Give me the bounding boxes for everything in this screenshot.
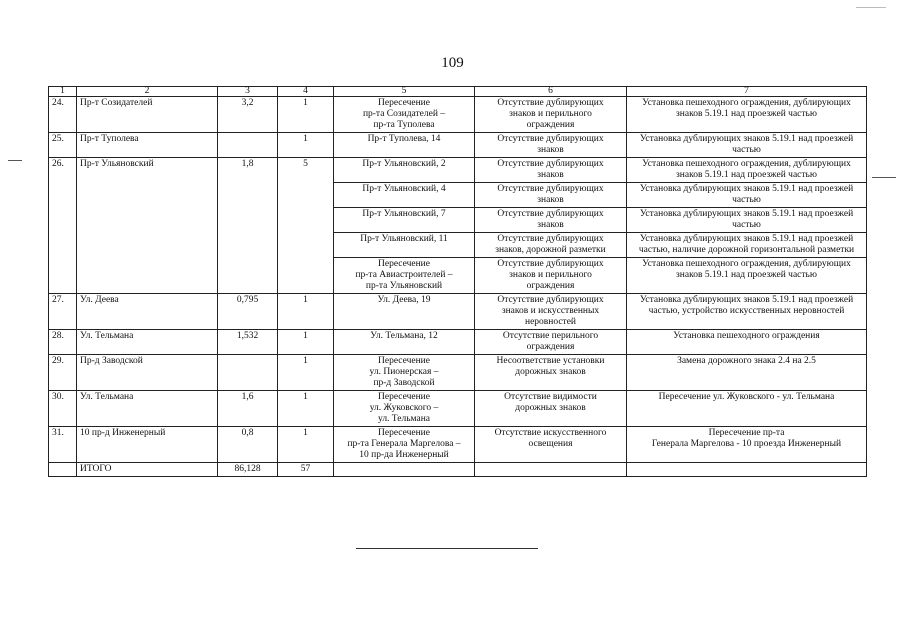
table-row — [49, 294, 867, 330]
measure-cell: Установка дублирующих знаков 5.19.1 над проезжей частью — [627, 133, 867, 158]
column-number: 3 — [218, 87, 278, 97]
street-cell: Пр-т Ульяновский — [77, 158, 218, 294]
problem-cell: Отсутствие дублирующих знаков и искусственных неровностей — [475, 294, 627, 330]
location-cell: Пересечение ул. Пионерская – пр-д Заводской — [334, 355, 475, 391]
row-number-cell: 26. — [49, 158, 77, 294]
column-number: 6 — [475, 87, 627, 97]
page-number: 109 — [441, 55, 464, 71]
scan-mark — [856, 7, 886, 8]
length-cell: 1,6 — [218, 391, 278, 427]
problem-cell: Несоответствие установки дорожных знаков — [475, 355, 627, 391]
measure-cell: Пересечение пр-та Генерала Маргелова - 10 проезда Инженерный — [627, 427, 867, 463]
location-cell: Пересечение пр-та Созидателей – пр-та Туполева — [334, 97, 475, 133]
empty-cell — [49, 463, 77, 477]
table-row — [49, 355, 867, 391]
empty-cell — [627, 463, 867, 477]
length-cell — [218, 133, 278, 158]
location-cell: Пересечение пр-та Авиастроителей – пр-та Ульяновский — [334, 258, 475, 294]
measures-table — [48, 86, 867, 477]
row-number-cell: 29. — [49, 355, 77, 391]
measure-cell: Пересечение ул. Жуковского - ул. Тельмана — [627, 391, 867, 427]
column-number: 2 — [77, 87, 218, 97]
total-label: ИТОГО — [77, 463, 218, 477]
row-number-cell: 31. — [49, 427, 77, 463]
table-row — [49, 427, 867, 463]
row-number-cell: 24. — [49, 97, 77, 133]
problem-cell: Отсутствие искусственного освещения — [475, 427, 627, 463]
problem-cell: Отсутствие дублирующих знаков — [475, 183, 627, 208]
count-cell: 1 — [278, 391, 334, 427]
measure-cell: Установка пешеходного ограждения, дублирующих знаков 5.19.1 над проезжей частью — [627, 158, 867, 183]
column-number: 7 — [627, 87, 867, 97]
problem-cell: Отсутствие дублирующих знаков, дорожной разметки — [475, 233, 627, 258]
measure-cell: Установка пешеходного ограждения, дублирующих знаков 5.19.1 над проезжей частью — [627, 97, 867, 133]
street-cell: Ул. Тельмана — [77, 330, 218, 355]
table-row — [49, 158, 867, 183]
street-cell: Пр-д Заводской — [77, 355, 218, 391]
length-cell: 1,532 — [218, 330, 278, 355]
table-row — [49, 97, 867, 133]
street-cell: 10 пр-д Инженерный — [77, 427, 218, 463]
measure-cell: Установка дублирующих знаков 5.19.1 над проезжей частью — [627, 208, 867, 233]
length-cell: 0,795 — [218, 294, 278, 330]
location-cell: Пересечение пр-та Генерала Маргелова – 10 пр-да Инженерный — [334, 427, 475, 463]
location-cell: Пересечение ул. Жуковского – ул. Тельмана — [334, 391, 475, 427]
table-row — [49, 133, 867, 158]
location-cell: Пр-т Ульяновский, 11 — [334, 233, 475, 258]
street-cell: Ул. Деева — [77, 294, 218, 330]
length-cell: 0,8 — [218, 427, 278, 463]
column-number: 4 — [278, 87, 334, 97]
problem-cell: Отсутствие перильного ограждения — [475, 330, 627, 355]
count-cell: 5 — [278, 158, 334, 294]
row-number-cell: 25. — [49, 133, 77, 158]
street-cell: Пр-т Созидателей — [77, 97, 218, 133]
row-number-cell: 28. — [49, 330, 77, 355]
location-cell: Ул. Тельмана, 12 — [334, 330, 475, 355]
total-length: 86,128 — [218, 463, 278, 477]
length-cell: 3,2 — [218, 97, 278, 133]
measure-cell: Установка пешеходного ограждения — [627, 330, 867, 355]
problem-cell: Отсутствие дублирующих знаков и перильного ограждения — [475, 97, 627, 133]
scan-mark — [872, 177, 896, 178]
count-cell: 1 — [278, 97, 334, 133]
measure-cell: Установка дублирующих знаков 5.19.1 над проезжей частью — [627, 183, 867, 208]
scan-mark — [8, 160, 22, 161]
problem-cell: Отсутствие видимости дорожных знаков — [475, 391, 627, 427]
measure-cell: Установка дублирующих знаков 5.19.1 над проезжей частью, устройство искусственных неровностей — [627, 294, 867, 330]
column-number: 5 — [334, 87, 475, 97]
table-row — [49, 330, 867, 355]
table-row — [49, 391, 867, 427]
total-count: 57 — [278, 463, 334, 477]
row-number-cell: 30. — [49, 391, 77, 427]
count-cell: 1 — [278, 133, 334, 158]
closing-line — [356, 548, 538, 549]
empty-cell — [334, 463, 475, 477]
location-cell: Пр-т Туполева, 14 — [334, 133, 475, 158]
count-cell: 1 — [278, 355, 334, 391]
measure-cell: Установка дублирующих знаков 5.19.1 над проезжей частью, наличие дорожной горизонтальной разметки — [627, 233, 867, 258]
column-number: 1 — [49, 87, 77, 97]
total-row — [49, 463, 867, 477]
problem-cell: Отсутствие дублирующих знаков — [475, 133, 627, 158]
problem-cell: Отсутствие дублирующих знаков — [475, 158, 627, 183]
location-cell: Ул. Деева, 19 — [334, 294, 475, 330]
count-cell: 1 — [278, 427, 334, 463]
length-cell — [218, 355, 278, 391]
count-cell: 1 — [278, 294, 334, 330]
count-cell: 1 — [278, 330, 334, 355]
empty-cell — [475, 463, 627, 477]
column-number-row — [49, 87, 867, 97]
measure-cell: Установка пешеходного ограждения, дублирующих знаков 5.19.1 над проезжей частью — [627, 258, 867, 294]
street-cell: Пр-т Туполева — [77, 133, 218, 158]
location-cell: Пр-т Ульяновский, 7 — [334, 208, 475, 233]
row-number-cell: 27. — [49, 294, 77, 330]
problem-cell: Отсутствие дублирующих знаков — [475, 208, 627, 233]
length-cell: 1,8 — [218, 158, 278, 294]
street-cell: Ул. Тельмана — [77, 391, 218, 427]
location-cell: Пр-т Ульяновский, 2 — [334, 158, 475, 183]
location-cell: Пр-т Ульяновский, 4 — [334, 183, 475, 208]
measure-cell: Замена дорожного знака 2.4 на 2.5 — [627, 355, 867, 391]
problem-cell: Отсутствие дублирующих знаков и перильного ограждения — [475, 258, 627, 294]
